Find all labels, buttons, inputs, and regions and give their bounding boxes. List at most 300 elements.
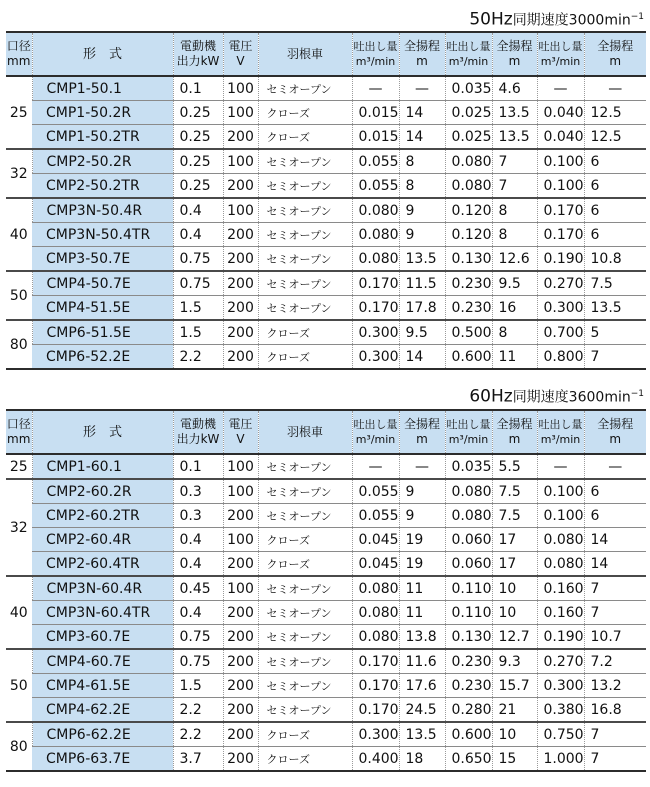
motor-output-cell: 0.25 xyxy=(173,149,223,174)
flow-cell: 0.380 xyxy=(537,698,584,723)
header-flow xyxy=(537,32,584,76)
bore-size-cell: 80 xyxy=(6,320,32,369)
head-cell: 7.5 xyxy=(492,504,537,528)
motor-output-cell: 0.4 xyxy=(173,528,223,552)
model-cell: CMP1-50.2R xyxy=(32,101,173,125)
table-row xyxy=(6,345,646,370)
head-cell: — xyxy=(399,76,445,101)
head-cell: 14 xyxy=(399,125,445,150)
flow-cell: 0.100 xyxy=(537,149,584,174)
header-impeller: 羽根車 xyxy=(258,32,352,76)
flow-cell: 0.400 xyxy=(352,747,399,772)
flow-cell: 0.160 xyxy=(537,576,584,601)
table-row xyxy=(6,601,646,625)
model-cell: CMP6-52.2E xyxy=(32,345,173,370)
flow-cell: 0.230 xyxy=(445,674,492,698)
header-line-2: 出力kW xyxy=(176,432,220,446)
table-row xyxy=(6,576,646,601)
head-cell: 7.5 xyxy=(584,271,646,296)
motor-output-cell: 0.1 xyxy=(173,76,223,101)
impeller-cell: セミオープン xyxy=(258,76,352,101)
impeller-cell: セミオープン xyxy=(258,223,352,247)
impeller-cell: クローズ xyxy=(258,320,352,345)
header-line-1: 電圧 xyxy=(228,39,253,53)
header-motor-output xyxy=(173,410,223,454)
head-cell: 6 xyxy=(584,149,646,174)
header-line-1: 吐出し量 xyxy=(538,40,583,53)
motor-output-cell: 0.4 xyxy=(173,198,223,223)
header-head xyxy=(584,32,646,76)
table-row xyxy=(6,722,646,747)
header-line-2: V xyxy=(236,54,245,68)
flow-cell: 0.170 xyxy=(352,296,399,321)
head-cell: — xyxy=(399,454,445,479)
flow-cell: 0.100 xyxy=(537,479,584,504)
flow-cell: 0.650 xyxy=(445,747,492,772)
flow-cell: 0.500 xyxy=(445,320,492,345)
flow-cell: 0.025 xyxy=(445,101,492,125)
head-cell: 11.6 xyxy=(399,649,445,674)
header-row xyxy=(6,410,646,454)
voltage-cell: 200 xyxy=(223,601,258,625)
head-cell: 7 xyxy=(492,149,537,174)
head-cell: 15 xyxy=(492,747,537,772)
voltage-cell: 100 xyxy=(223,479,258,504)
head-cell: 17 xyxy=(492,552,537,577)
head-cell: 13.8 xyxy=(399,625,445,650)
section-caption-50hz xyxy=(469,6,644,28)
flow-cell: — xyxy=(537,76,584,101)
table-row xyxy=(6,320,646,345)
flow-cell: 0.230 xyxy=(445,649,492,674)
head-cell: 5.5 xyxy=(492,454,537,479)
frequency-label: 50Hz xyxy=(469,9,513,30)
impeller-cell: セミオープン xyxy=(258,674,352,698)
head-cell: 9 xyxy=(399,223,445,247)
flow-cell: 0.280 xyxy=(445,698,492,723)
head-cell: 13.5 xyxy=(399,247,445,272)
table-row xyxy=(6,101,646,125)
flow-cell: 1.000 xyxy=(537,747,584,772)
motor-output-cell: 0.1 xyxy=(173,454,223,479)
flow-cell: 0.130 xyxy=(445,247,492,272)
flow-cell: 0.080 xyxy=(352,223,399,247)
head-cell: 13.2 xyxy=(584,674,646,698)
head-cell: 7 xyxy=(584,601,646,625)
flow-cell: 0.270 xyxy=(537,649,584,674)
model-cell: CMP2-60.2TR xyxy=(32,504,173,528)
model-cell: CMP4-50.7E xyxy=(32,271,173,296)
table-header xyxy=(6,32,646,76)
model-cell: CMP3-60.7E xyxy=(32,625,173,650)
voltage-cell: 100 xyxy=(223,576,258,601)
table-row xyxy=(6,76,646,101)
head-cell: 12.5 xyxy=(584,101,646,125)
head-cell: 6 xyxy=(584,198,646,223)
flow-cell: 0.080 xyxy=(445,479,492,504)
flow-cell: 0.230 xyxy=(445,271,492,296)
motor-output-cell: 0.4 xyxy=(173,552,223,577)
head-cell: 7 xyxy=(492,174,537,199)
head-cell: 7 xyxy=(584,747,646,772)
head-cell: 14 xyxy=(399,345,445,370)
head-cell: 8 xyxy=(399,174,445,199)
motor-output-cell: 2.2 xyxy=(173,698,223,723)
bore-size-cell: 32 xyxy=(6,479,32,576)
motor-output-cell: 0.4 xyxy=(173,601,223,625)
header-line-1: 電動機 xyxy=(179,417,216,431)
frequency-label: 60Hz xyxy=(469,386,513,407)
head-cell: 7 xyxy=(584,722,646,747)
table-header xyxy=(6,410,646,454)
model-cell: CMP1-50.1 xyxy=(32,76,173,101)
head-cell: 12.6 xyxy=(492,247,537,272)
head-cell: 11 xyxy=(399,601,445,625)
header-flow xyxy=(445,32,492,76)
impeller-cell: セミオープン xyxy=(258,625,352,650)
head-cell: 18 xyxy=(399,747,445,772)
head-cell: 6 xyxy=(584,479,646,504)
head-cell: 21 xyxy=(492,698,537,723)
flow-cell: 0.040 xyxy=(537,125,584,150)
flow-cell: 0.120 xyxy=(445,223,492,247)
flow-cell: 0.080 xyxy=(352,601,399,625)
section-caption-60hz xyxy=(469,383,644,405)
impeller-cell: クローズ xyxy=(258,747,352,772)
head-cell: 14 xyxy=(399,101,445,125)
header-motor-output xyxy=(173,32,223,76)
flow-cell: 0.800 xyxy=(537,345,584,370)
motor-output-cell: 0.4 xyxy=(173,223,223,247)
flow-cell: 0.190 xyxy=(537,625,584,650)
flow-cell: 0.040 xyxy=(537,101,584,125)
header-line-1: 口径 xyxy=(6,39,31,53)
head-cell: 4.6 xyxy=(492,76,537,101)
voltage-cell: 200 xyxy=(223,504,258,528)
flow-cell: 0.060 xyxy=(445,552,492,577)
head-cell: 7 xyxy=(584,345,646,370)
head-cell: 9.5 xyxy=(399,320,445,345)
table-row xyxy=(6,528,646,552)
motor-output-cell: 0.25 xyxy=(173,174,223,199)
head-cell: 16 xyxy=(492,296,537,321)
head-cell: 10 xyxy=(492,576,537,601)
spec-table-60hz xyxy=(6,409,646,772)
header-head xyxy=(399,410,445,454)
motor-output-cell: 3.7 xyxy=(173,747,223,772)
flow-cell: 0.080 xyxy=(352,625,399,650)
voltage-cell: 100 xyxy=(223,528,258,552)
flow-cell: 0.230 xyxy=(445,296,492,321)
voltage-cell: 200 xyxy=(223,320,258,345)
flow-cell: 0.035 xyxy=(445,76,492,101)
table-body xyxy=(6,76,646,369)
voltage-cell: 200 xyxy=(223,296,258,321)
head-cell: 13.5 xyxy=(399,722,445,747)
flow-cell: 0.170 xyxy=(352,271,399,296)
table-row xyxy=(6,674,646,698)
voltage-cell: 100 xyxy=(223,101,258,125)
header-line-1: 口径 xyxy=(6,417,31,431)
model-cell: CMP2-60.4R xyxy=(32,528,173,552)
header-line-1: 全揚程 xyxy=(403,417,440,431)
flow-cell: 0.045 xyxy=(352,552,399,577)
header-head xyxy=(492,410,537,454)
table-row xyxy=(6,698,646,723)
motor-output-cell: 2.2 xyxy=(173,345,223,370)
model-cell: CMP4-60.7E xyxy=(32,649,173,674)
header-line-2: m xyxy=(609,432,622,446)
head-cell: 19 xyxy=(399,528,445,552)
head-cell: 11 xyxy=(492,345,537,370)
head-cell: 10.7 xyxy=(584,625,646,650)
flow-cell: 0.170 xyxy=(352,649,399,674)
header-line-2: V xyxy=(236,432,245,446)
flow-cell: 0.110 xyxy=(445,576,492,601)
flow-cell: 0.080 xyxy=(352,576,399,601)
impeller-cell: セミオープン xyxy=(258,504,352,528)
flow-cell: 0.300 xyxy=(352,345,399,370)
table-row xyxy=(6,649,646,674)
flow-cell: 0.300 xyxy=(537,296,584,321)
header-line-1: 吐出し量 xyxy=(446,40,491,53)
voltage-cell: 100 xyxy=(223,76,258,101)
flow-cell: 0.300 xyxy=(537,674,584,698)
flow-cell: — xyxy=(537,454,584,479)
table-body xyxy=(6,454,646,771)
head-cell: 15.7 xyxy=(492,674,537,698)
impeller-cell: セミオープン xyxy=(258,296,352,321)
impeller-cell: セミオープン xyxy=(258,174,352,199)
impeller-cell: クローズ xyxy=(258,722,352,747)
head-cell: 13.5 xyxy=(492,101,537,125)
impeller-cell: クローズ xyxy=(258,345,352,370)
header-line-2: m³/min xyxy=(448,433,489,446)
head-cell: 6 xyxy=(584,504,646,528)
table-row xyxy=(6,247,646,272)
header-line-2: 出力kW xyxy=(176,54,220,68)
flow-cell: 0.160 xyxy=(537,601,584,625)
header-line-2: m³/min xyxy=(448,55,489,68)
bore-size-cell: 40 xyxy=(6,576,32,649)
voltage-cell: 200 xyxy=(223,722,258,747)
head-cell: 14 xyxy=(584,528,646,552)
flow-cell: 0.100 xyxy=(537,174,584,199)
flow-cell: 0.750 xyxy=(537,722,584,747)
header-line-1: 吐出し量 xyxy=(538,418,583,431)
flow-cell: 0.035 xyxy=(445,454,492,479)
motor-output-cell: 0.45 xyxy=(173,576,223,601)
head-cell: — xyxy=(584,454,646,479)
header-bore xyxy=(6,32,32,76)
voltage-cell: 200 xyxy=(223,247,258,272)
flow-cell: 0.025 xyxy=(445,125,492,150)
motor-output-cell: 0.75 xyxy=(173,247,223,272)
flow-cell: 0.100 xyxy=(537,504,584,528)
header-head xyxy=(584,410,646,454)
head-cell: 9 xyxy=(399,504,445,528)
header-line-2: m xyxy=(508,54,521,68)
flow-cell: 0.055 xyxy=(352,174,399,199)
motor-output-cell: 0.75 xyxy=(173,649,223,674)
flow-cell: 0.170 xyxy=(352,674,399,698)
head-cell: 10 xyxy=(492,722,537,747)
model-cell: CMP2-60.4TR xyxy=(32,552,173,577)
head-cell: 12.7 xyxy=(492,625,537,650)
flow-cell: 0.080 xyxy=(445,504,492,528)
head-cell: 17.6 xyxy=(399,674,445,698)
flow-cell: 0.300 xyxy=(352,722,399,747)
head-cell: 9 xyxy=(399,479,445,504)
header-line-2: mm xyxy=(7,54,31,68)
head-cell: 13.5 xyxy=(584,296,646,321)
voltage-cell: 200 xyxy=(223,674,258,698)
head-cell: 17.8 xyxy=(399,296,445,321)
head-cell: 7 xyxy=(584,576,646,601)
header-line-2: m³/min xyxy=(355,433,396,446)
table-row xyxy=(6,747,646,772)
voltage-cell: 100 xyxy=(223,198,258,223)
head-cell: 8 xyxy=(492,223,537,247)
header-row xyxy=(6,32,646,76)
voltage-cell: 200 xyxy=(223,747,258,772)
model-cell: CMP3N-60.4R xyxy=(32,576,173,601)
flow-cell: 0.170 xyxy=(537,198,584,223)
header-line-2: m³/min xyxy=(355,55,396,68)
bore-size-cell: 50 xyxy=(6,271,32,320)
impeller-cell: セミオープン xyxy=(258,479,352,504)
header-voltage xyxy=(223,32,258,76)
model-cell: CMP4-62.2E xyxy=(32,698,173,723)
flow-cell: 0.080 xyxy=(445,174,492,199)
header-head xyxy=(399,32,445,76)
flow-cell: 0.120 xyxy=(445,198,492,223)
model-cell: CMP6-62.2E xyxy=(32,722,173,747)
model-cell: CMP3N-50.4R xyxy=(32,198,173,223)
head-cell: 24.5 xyxy=(399,698,445,723)
impeller-cell: セミオープン xyxy=(258,454,352,479)
head-cell: 6 xyxy=(584,223,646,247)
head-cell: 11.5 xyxy=(399,271,445,296)
flow-cell: 0.080 xyxy=(352,247,399,272)
motor-output-cell: 1.5 xyxy=(173,320,223,345)
model-cell: CMP3-50.7E xyxy=(32,247,173,272)
table-row xyxy=(6,174,646,199)
header-bore xyxy=(6,410,32,454)
impeller-cell: セミオープン xyxy=(258,198,352,223)
impeller-cell: クローズ xyxy=(258,101,352,125)
header-line-1: 電圧 xyxy=(228,417,253,431)
header-impeller: 羽根車 xyxy=(258,410,352,454)
table-row xyxy=(6,454,646,479)
head-cell: 17 xyxy=(492,528,537,552)
voltage-cell: 200 xyxy=(223,271,258,296)
table-row xyxy=(6,479,646,504)
impeller-cell: セミオープン xyxy=(258,271,352,296)
voltage-cell: 200 xyxy=(223,698,258,723)
impeller-cell: クローズ xyxy=(258,528,352,552)
model-cell: CMP2-60.2R xyxy=(32,479,173,504)
motor-output-cell: 0.3 xyxy=(173,479,223,504)
voltage-cell: 200 xyxy=(223,649,258,674)
voltage-cell: 200 xyxy=(223,223,258,247)
header-flow xyxy=(445,410,492,454)
model-cell: CMP6-63.7E xyxy=(32,747,173,772)
flow-cell: 0.700 xyxy=(537,320,584,345)
bore-size-cell: 50 xyxy=(6,649,32,722)
bore-size-cell: 25 xyxy=(6,454,32,479)
impeller-cell: セミオープン xyxy=(258,698,352,723)
flow-cell: 0.190 xyxy=(537,247,584,272)
model-cell: CMP1-50.2TR xyxy=(32,125,173,150)
head-cell: 12.5 xyxy=(584,125,646,150)
head-cell: 16.8 xyxy=(584,698,646,723)
table-row xyxy=(6,625,646,650)
head-cell: 8 xyxy=(399,149,445,174)
table-row xyxy=(6,149,646,174)
flow-cell: 0.130 xyxy=(445,625,492,650)
flow-cell: 0.170 xyxy=(537,223,584,247)
flow-cell: 0.015 xyxy=(352,101,399,125)
table-row xyxy=(6,198,646,223)
head-cell: 8 xyxy=(492,320,537,345)
model-cell: CMP6-51.5E xyxy=(32,320,173,345)
header-line-1: 全揚程 xyxy=(597,39,634,53)
bore-size-cell: 25 xyxy=(6,76,32,149)
model-cell: CMP4-61.5E xyxy=(32,674,173,698)
header-line-1: 吐出し量 xyxy=(353,40,398,53)
flow-cell: 0.060 xyxy=(445,528,492,552)
header-head xyxy=(492,32,537,76)
speed-exponent: −1 xyxy=(630,12,644,22)
impeller-cell: セミオープン xyxy=(258,247,352,272)
impeller-cell: セミオープン xyxy=(258,149,352,174)
header-flow xyxy=(352,410,399,454)
flow-cell: — xyxy=(352,454,399,479)
motor-output-cell: 0.25 xyxy=(173,101,223,125)
table-row xyxy=(6,125,646,150)
flow-cell: 0.055 xyxy=(352,479,399,504)
table-row xyxy=(6,552,646,577)
impeller-cell: クローズ xyxy=(258,552,352,577)
head-cell: 7.5 xyxy=(492,479,537,504)
model-cell: CMP3N-60.4TR xyxy=(32,601,173,625)
bore-size-cell: 32 xyxy=(6,149,32,198)
head-cell: 9.3 xyxy=(492,649,537,674)
head-cell: 10.8 xyxy=(584,247,646,272)
impeller-cell: クローズ xyxy=(258,125,352,150)
header-line-2: mm xyxy=(7,432,31,446)
model-cell: CMP3N-50.4TR xyxy=(32,223,173,247)
flow-cell: 0.600 xyxy=(445,722,492,747)
table-row xyxy=(6,296,646,321)
flow-cell: 0.015 xyxy=(352,125,399,150)
model-cell: CMP4-51.5E xyxy=(32,296,173,321)
flow-cell: 0.270 xyxy=(537,271,584,296)
table-row xyxy=(6,271,646,296)
head-cell: 7.2 xyxy=(584,649,646,674)
head-cell: 5 xyxy=(584,320,646,345)
voltage-cell: 200 xyxy=(223,174,258,199)
motor-output-cell: 0.75 xyxy=(173,271,223,296)
flow-cell: 0.080 xyxy=(352,198,399,223)
speed-exponent: −1 xyxy=(630,389,644,399)
flow-cell: 0.300 xyxy=(352,320,399,345)
header-line-2: m³/min xyxy=(540,55,581,68)
header-line-1: 電動機 xyxy=(179,39,216,53)
motor-output-cell: 0.3 xyxy=(173,504,223,528)
header-line-1: 全揚程 xyxy=(496,417,533,431)
